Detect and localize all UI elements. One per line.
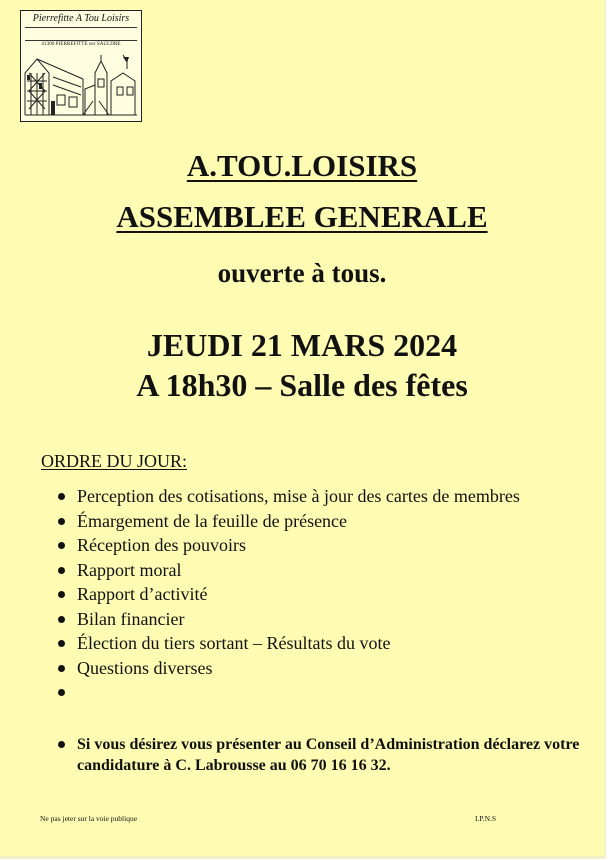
bullet-icon	[58, 567, 65, 574]
event-title: ASSEMBLEE GENERALE	[116, 199, 488, 234]
logo-rule	[25, 40, 137, 41]
agenda-item: Rapport moral	[58, 558, 578, 583]
footer-ipns: I.P.N.S	[475, 814, 497, 823]
bullet-icon	[58, 689, 65, 696]
logo-subtitle: 41300 PIERREFITTE sur SAULDRE	[41, 42, 121, 47]
bullet-icon	[58, 741, 65, 748]
bullet-icon	[58, 616, 65, 623]
agenda-item: Perception des cotisations, mise à jour des cartes de membres	[58, 484, 578, 509]
agenda-item: Questions diverses	[58, 656, 578, 681]
logo-rule	[25, 27, 137, 28]
agenda-item: Élection du tiers sortant – Résultats du vote	[58, 631, 578, 656]
agenda-item: Bilan financier	[58, 607, 578, 632]
association-logo	[20, 10, 142, 122]
agenda-list	[58, 484, 578, 705]
candidature-note: Si vous désirez vous présenter au Conseil d’Administration déclarez votre candidature à C. Labrousse au 06 70 16 16 32.	[58, 734, 597, 776]
agenda-item: Émargement de la feuille de présence	[58, 509, 578, 534]
association-name: A.TOU.LOISIRS	[186, 148, 418, 183]
agenda-item: Réception des pouvoirs	[58, 533, 578, 558]
bullet-icon	[58, 493, 65, 500]
event-audience: ouverte à tous.	[217, 258, 387, 288]
bullet-icon	[58, 640, 65, 647]
agenda-item-empty	[58, 680, 578, 705]
agenda-heading: ORDRE DU JOUR:	[41, 451, 188, 471]
event-time-place: A 18h30 – Salle des fêtes	[136, 367, 468, 403]
footer-disclaimer: Ne pas jeter sur la voie publique	[40, 814, 138, 823]
bullet-icon	[58, 591, 65, 598]
village-street-icon	[23, 51, 139, 117]
bullet-icon	[58, 665, 65, 672]
logo-title: Pierrefitte A Tou Loisirs	[32, 13, 130, 24]
agenda-item: Rapport d’activité	[58, 582, 578, 607]
bullet-icon	[58, 542, 65, 549]
bullet-icon	[58, 518, 65, 525]
event-date: JEUDI 21 MARS 2024	[146, 327, 458, 363]
